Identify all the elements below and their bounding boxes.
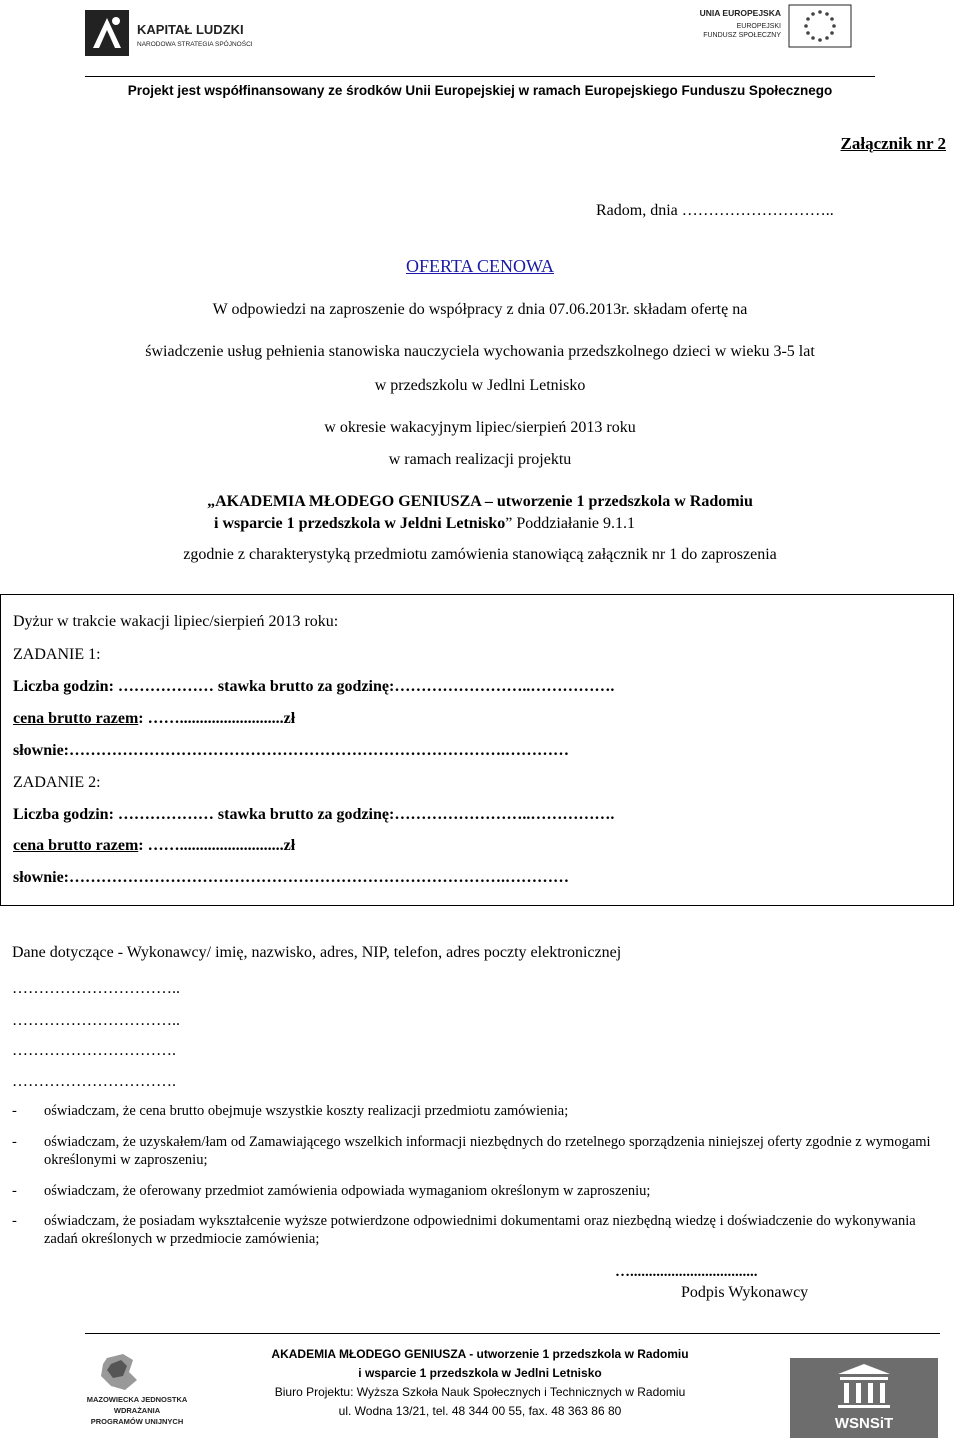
declaration-dash: -: [12, 1134, 17, 1150]
contractor-line-3[interactable]: ………………………….: [12, 1042, 176, 1059]
footer-line-4: ul. Wodna 13/21, tel. 48 344 00 55, fax. 48 363 86 80: [338, 1404, 622, 1418]
words-label: słownie:: [13, 869, 69, 886]
hours-label: Liczba godzin:: [13, 806, 114, 823]
document-title: OFERTA CENOWA: [406, 256, 554, 276]
declaration-dash: -: [12, 1103, 17, 1119]
declaration-dash: -: [12, 1213, 17, 1229]
rate-blank[interactable]: ……………………..…………….: [394, 806, 615, 823]
words-label: słownie:: [13, 742, 69, 759]
project-name: „AKADEMIA MŁODEGO GENIUSZA – utworzenie 1 przedszkola w Radomiu: [207, 493, 753, 510]
task-1-total-row: [13, 710, 295, 728]
hours-label: Liczba godzin:: [13, 678, 114, 695]
words-blank[interactable]: ……………………………………………………………………….…………: [69, 742, 569, 759]
footer-divider: [85, 1333, 940, 1334]
contractor-line-1[interactable]: …………………………..: [12, 980, 180, 997]
hours-blank[interactable]: ………………: [113, 806, 218, 823]
box-intro: Dyżur w trakcie wakacji lipiec/sierpień 2013 roku:: [13, 613, 339, 630]
footer-line-3: Biuro Projektu: Wyższa Szkoła Nauk Społecznych i Technicznych w Radomiu: [274, 1385, 686, 1399]
project-name-cont-bold: i wsparcie 1 przedszkola w Jeldni Letnisko: [214, 515, 506, 532]
cofinancing-note: Projekt jest współfinansowany ze środków Unii Europejskiej w ramach Europejskiego Funduszu Społecznego: [127, 83, 833, 98]
intro-paragraph-3: w przedszkolu w Jedlni Letnisko: [374, 377, 586, 394]
hours-blank[interactable]: ………………: [113, 678, 218, 695]
kapital-ludzki-logo: [85, 8, 255, 60]
pricing-box: [0, 594, 954, 906]
eu-logo: [695, 4, 853, 48]
declaration-text: oświadczam, że oferowany przedmiot zamówienia odpowiada wymaganiom określonym w zaproszeniu;: [44, 1183, 651, 1199]
wsnsit-logo: [790, 1358, 938, 1438]
intro-paragraph-8: zgodnie z charakterystyką przedmiotu zamówienia stanowiącą załącznik nr 1 do zaproszenia: [183, 546, 777, 563]
task-2-hours-row: [13, 806, 614, 824]
contractor-line-4[interactable]: ………………………….: [12, 1073, 176, 1090]
ue-logo-line2: EUROPEJSKI: [736, 23, 781, 30]
rate-blank[interactable]: ……………………..…………….: [394, 678, 615, 695]
task-1-label: ZADANIE 1:: [13, 646, 101, 663]
declaration-text: oświadczam, że uzyskałem/łam od Zamawiającego wszelkich informacji niezbędnych do rzetelnego sporządzenia niniejszej oferty zgodnie z wymogami określonymi w zaproszeniu;: [44, 1134, 931, 1168]
footer-line-1: AKADEMIA MŁODEGO GENIUSZA - utworzenie 1 przedszkola w Radomiu: [271, 1347, 689, 1361]
declaration-4: [12, 1212, 942, 1248]
total-label: cena brutto razem: [13, 837, 139, 854]
maz-logo-line3: PROGRAMÓW UNIJNYCH: [90, 1417, 184, 1426]
mazowiecka-jednostka-logo: [85, 1350, 190, 1435]
task-1-words-row: [13, 742, 569, 760]
rate-label: stawka brutto za godzinę:: [217, 806, 395, 823]
contractor-line-2[interactable]: …………………………..: [12, 1012, 180, 1029]
project-name-cont-rest: ” Poddziałanie 9.1.1: [505, 515, 636, 532]
contractor-label: Dane dotyczące - Wykonawcy/ imię, nazwisko, adres, NIP, telefon, adres poczty elektronicznej: [12, 944, 622, 961]
maz-logo-line2: WDRAŻANIA: [113, 1406, 161, 1415]
declaration-text: oświadczam, że cena brutto obejmuje wszystkie koszty realizacji przedmiotu zamówienia;: [44, 1103, 569, 1119]
ws-logo-text: WSNSiT: [834, 1415, 894, 1432]
declaration-1: [12, 1102, 942, 1120]
total-blank[interactable]: : ……..........................zł: [138, 837, 296, 854]
header-divider: [85, 76, 875, 77]
intro-paragraph-1: W odpowiedzi na zaproszenie do współpracy z dnia 07.06.2013r. składam ofertę na: [212, 301, 748, 318]
declaration-dash: -: [12, 1183, 17, 1199]
declaration-2: [12, 1133, 942, 1169]
task-2-words-row: [13, 869, 569, 887]
words-blank[interactable]: ……………………………………………………………………….…………: [69, 869, 569, 886]
project-name-cont: [214, 515, 635, 533]
task-1-hours-row: [13, 678, 614, 696]
intro-paragraph-4: w okresie wakacyjnym lipiec/sierpień 2013 roku: [324, 419, 636, 436]
intro-paragraph-2: świadczenie usług pełnienia stanowiska nauczyciela wychowania przedszkolnego dzieci w wieku 3-5 lat: [145, 343, 815, 360]
footer-line-2: i wsparcie 1 przedszkola w Jedlni Letnisko: [358, 1366, 602, 1380]
rate-label: stawka brutto za godzinę:: [217, 678, 395, 695]
signature-blank[interactable]: …..................................: [615, 1264, 758, 1280]
kl-logo-title: KAPITAŁ LUDZKI: [137, 22, 244, 37]
place-date: Radom, dnia ………………………..: [596, 202, 834, 219]
annex-label: Załącznik nr 2: [840, 134, 946, 153]
task-2-label: ZADANIE 2:: [13, 774, 101, 791]
kl-logo-subtitle: NARODOWA STRATEGIA SPÓJNOŚCI: [137, 41, 253, 48]
declaration-3: [12, 1182, 942, 1200]
ue-logo-line1: UNIA EUROPEJSKA: [699, 8, 781, 18]
maz-logo-line1: MAZOWIECKA JEDNOSTKA: [86, 1395, 188, 1404]
declaration-text: oświadczam, że posiadam wykształcenie wyższe potwierdzone odpowiednimi dokumentami oraz niezbędną wiedzę i doświadczenie do wykonywania zadań określonych w przedmiocie zamówienia;: [44, 1213, 916, 1247]
intro-paragraph-5: w ramach realizacji projektu: [388, 451, 572, 468]
task-2-total-row: [13, 837, 295, 855]
ue-logo-line3: FUNDUSZ SPOŁECZNY: [703, 32, 781, 39]
total-blank[interactable]: : ……..........................zł: [138, 710, 296, 727]
total-label: cena brutto razem: [13, 710, 139, 727]
signature-label: Podpis Wykonawcy: [681, 1284, 809, 1301]
